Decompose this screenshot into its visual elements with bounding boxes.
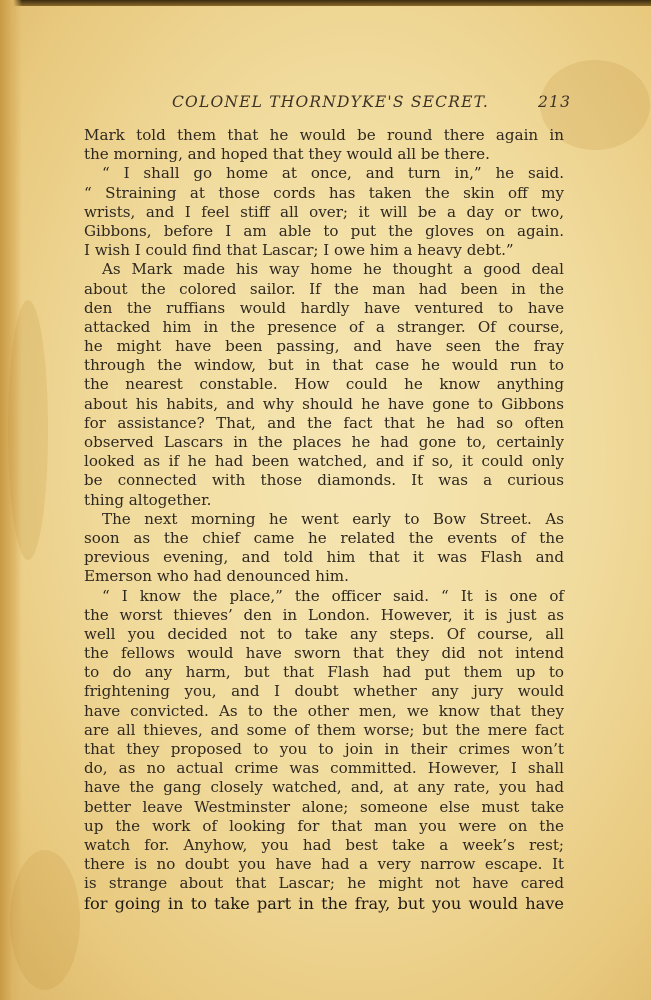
text-line: well you decided not to take any steps. Of course, all <box>84 624 564 643</box>
text-line: looked as if he had been watched, and if so, it could only <box>84 452 564 471</box>
text-line: previous evening, and told him that it was Flash and <box>84 548 564 567</box>
text-line: the nearest constable. How could he know anything <box>84 375 564 394</box>
text-line: attacked him in the presence of a stranger. Of course, <box>84 317 564 336</box>
running-title: COLONEL THORNDYKE'S SECRET. <box>172 93 489 111</box>
text-line: about his habits, and why should he have gone to Gibbons <box>84 394 564 413</box>
text-line: “ I know the place,” the officer said. “ It is one of <box>102 586 564 605</box>
text-line: have convicted. As to the other men, we know that they <box>84 701 564 720</box>
text-line: watch for. Anyhow, you had best take a week’s rest; <box>84 835 564 854</box>
text-line: The next morning he went early to Bow Street. As <box>102 509 564 528</box>
text-line: frightening you, and I doubt whether any jury would <box>84 682 564 701</box>
text-line: is strange about that Lascar; he might not have cared <box>84 874 564 893</box>
text-line: Emerson who had denounced him. <box>84 567 349 586</box>
text-line: wrists, and I feel stiff all over; it will be a day or two, <box>84 202 564 221</box>
text-line: there is no doubt you have had a very narrow escape. It <box>84 855 564 874</box>
text-line: As Mark made his way home he thought a good deal <box>102 260 564 279</box>
text-line: for assistance? That, and the fact that he had so often <box>84 413 564 432</box>
text-line: den the ruffians would hardly have ventured to have <box>84 298 564 317</box>
paper-stain <box>8 300 48 560</box>
text-line: for going in to take part in the fray, but you would have <box>84 893 564 913</box>
text-line: Mark told them that he would be round there again in <box>84 126 564 144</box>
text-line: up the work of looking for that man you were on the <box>84 816 564 835</box>
text-line: he might have been passing, and have seen the fray <box>84 337 564 356</box>
text-line: thing altogether. <box>84 490 212 509</box>
text-line: do, as no actual crime was committed. However, I shall <box>84 759 564 778</box>
text-line: through the window, but in that case he would run to <box>84 356 564 375</box>
page-body-text <box>84 126 564 913</box>
text-line: better leave Westminster alone; someone else must take <box>84 797 564 816</box>
text-line: “ I shall go home at once, and turn in,” he said. <box>102 164 564 183</box>
text-line: soon as the chief came he related the events of the <box>84 528 564 547</box>
text-line: observed Lascars in the places he had gone to, certainly <box>84 433 564 451</box>
page-number: 213 <box>538 93 572 111</box>
text-line: I wish I could find that Lascar; I owe him a heavy debt.” <box>84 241 514 260</box>
text-line: the morning, and hoped that they would all be there. <box>84 145 490 164</box>
text-line: are all thieves, and some of them worse; but the mere fact <box>84 720 564 739</box>
text-line: to do any harm, but that Flash had put them up to <box>84 663 564 682</box>
running-header <box>172 93 572 115</box>
text-line: “ Straining at those cords has taken the skin off my <box>84 183 564 202</box>
page-top-edge <box>0 0 651 6</box>
text-line: that they proposed to you to join in their crimes won’t <box>84 740 564 758</box>
text-line: the fellows would have sworn that they did not intend <box>84 644 564 663</box>
paper-stain <box>10 850 80 990</box>
text-line: Gibbons, before I am able to put the gloves on again. <box>84 221 564 240</box>
text-line: about the colored sailor. If the man had been in the <box>84 279 564 298</box>
text-line: have the gang closely watched, and, at any rate, you had <box>84 778 564 797</box>
text-line: be connected with those diamonds. It was a curious <box>84 471 564 490</box>
text-line: the worst thieves’ den in London. However, it is just as <box>84 605 564 624</box>
